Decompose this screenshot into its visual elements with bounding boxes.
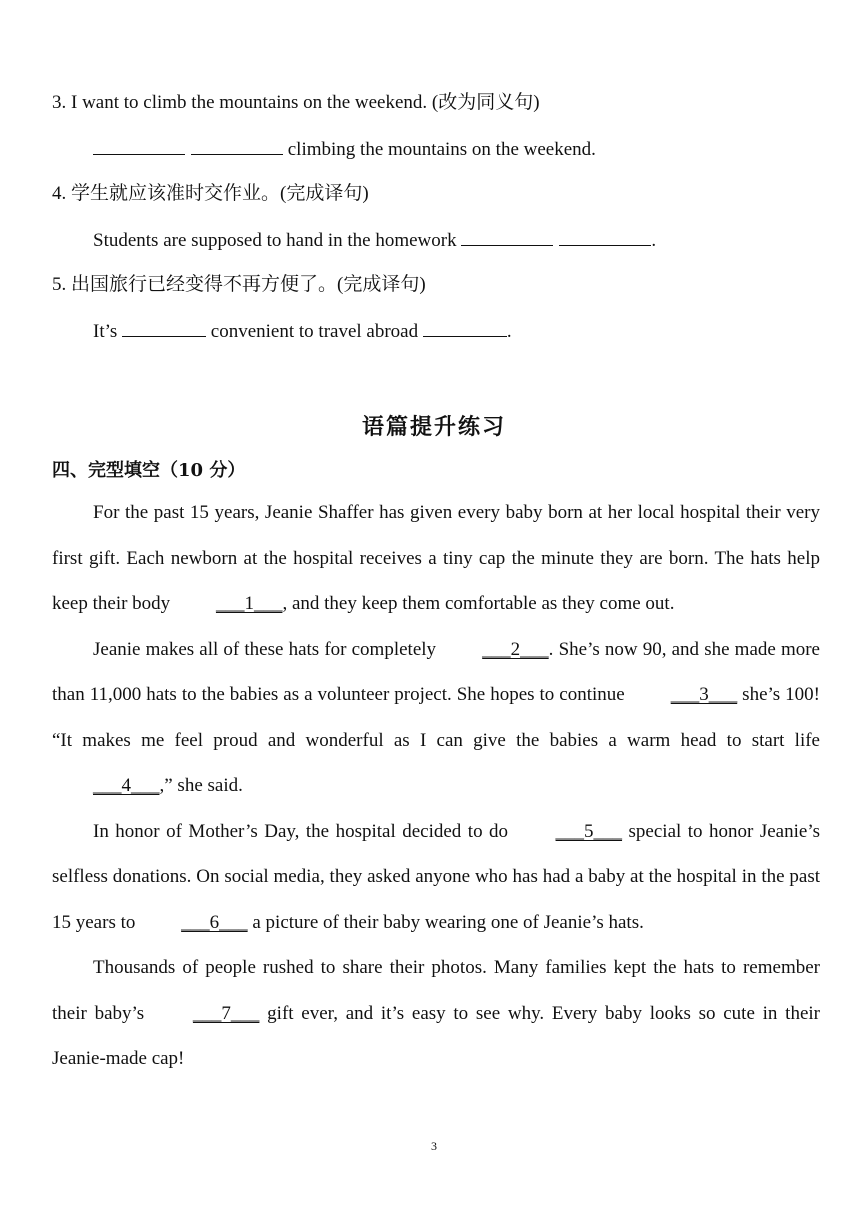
text-run: For the past 15 years, Jeanie Shaffer has given every baby born at her local hospital their very first gift. Each newborn at the hospital receives a tiny cap the minute they are born. The hats help keep their body (52, 502, 820, 614)
answer-blank[interactable] (93, 137, 185, 155)
text-run: gift ever, and it’s easy to see why. Every baby looks so cute in their Jeanie-made cap! (52, 1002, 820, 1069)
cloze-blank-4[interactable]: ___4___ (93, 775, 160, 796)
answer-blank[interactable] (461, 228, 553, 246)
question-5-prompt: 5. 出国旅行已经变得不再方便了。(完成译句) (52, 274, 426, 295)
text-run: . She’s now 90, and she made more than 11,000 hats to the babies as a volunteer project. She hopes to continue (52, 638, 820, 705)
cloze-blank-3[interactable]: ___3___ (670, 684, 738, 705)
question-5-answer (93, 319, 512, 344)
question-3-prompt: 3. I want to climb the mountains on the weekend. (改为同义句) (52, 92, 540, 113)
question-5-answer-tail: . (506, 321, 512, 342)
text-run: In honor of Mother’s Day, the hospital decided to do (93, 820, 515, 842)
page-heading: 语篇提升练习 (361, 414, 506, 440)
question-4-answer (93, 228, 656, 253)
text-run: , and they keep them comfortable as they come out. (282, 593, 675, 614)
page-number: 3 (431, 1139, 437, 1153)
text-run: special to honor Jeanie’s selfless donations. On social media, they asked anyone who has had a baby at the hospital in the past 15 years to (52, 820, 820, 933)
paragraph-1 (52, 490, 820, 627)
text-run: a picture of their baby wearing one of Jeanie’s hats. (247, 911, 644, 933)
paragraph-3 (52, 809, 820, 946)
text-run: Jeanie makes all of these hats for completely (93, 638, 442, 660)
answer-blank[interactable] (122, 319, 206, 337)
question-4-answer-tail: . (651, 230, 657, 251)
cloze-blank-2[interactable]: ___2___ (482, 638, 549, 660)
cloze-blank-7[interactable]: ___7___ (192, 1002, 260, 1024)
cloze-passage (52, 490, 820, 1082)
cloze-blank-6[interactable]: ___6___ (181, 911, 248, 933)
text-run: Thousands of people rushed to share their photos. Many families kept the hats to remember their baby’s (52, 957, 820, 1024)
question-5-answer-head: It’s (93, 321, 118, 342)
question-3-answer (93, 137, 596, 162)
question-3-answer-tail: climbing the mountains on the weekend. (287, 139, 596, 160)
text-run: ,” she said. (159, 775, 243, 796)
text-run: she’s 100! “It makes me feel proud and wonderful as I can give the babies a warm head to start life (52, 684, 820, 751)
answer-blank[interactable] (559, 228, 651, 246)
cloze-blank-5[interactable]: ___5___ (555, 820, 623, 842)
paragraph-2 (52, 627, 820, 809)
answer-blank[interactable] (191, 137, 283, 155)
section-title: 四、完型填空（10 分） (52, 460, 246, 481)
paragraph-4 (52, 945, 820, 1082)
question-4-prompt: 4. 学生就应该准时交作业。(完成译句) (52, 183, 369, 204)
question-4-answer-head: Students are supposed to hand in the homework (93, 230, 457, 251)
cloze-blank-1[interactable]: ___1___ (215, 593, 283, 614)
question-5-answer-mid: convenient to travel abroad (210, 321, 419, 342)
answer-blank[interactable] (423, 319, 507, 337)
